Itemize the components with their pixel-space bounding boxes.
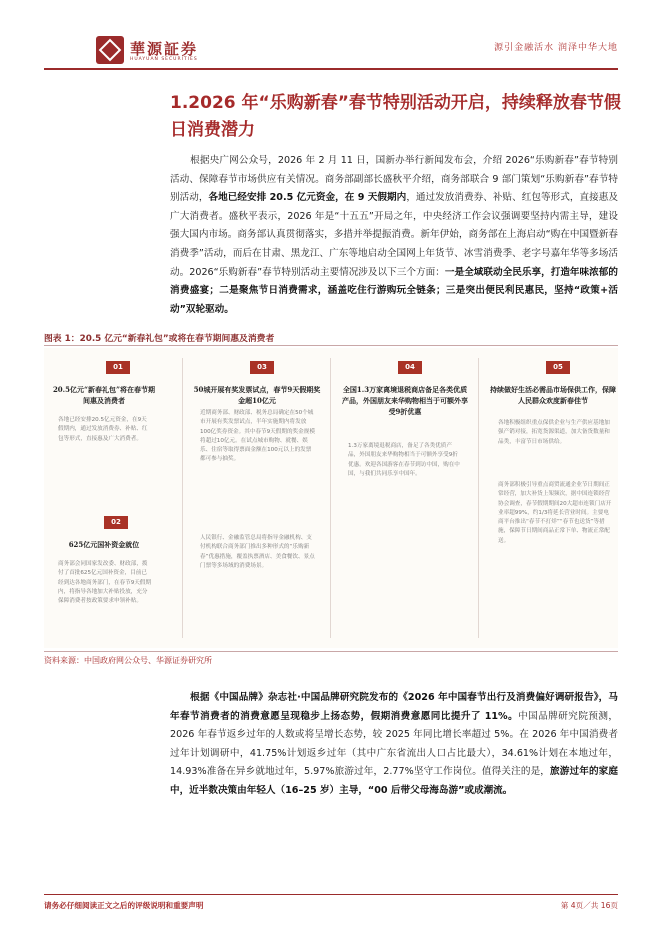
column-2-text: 商务部会同国家发改委、财政部，拨付了首批625亿元国补资金，目前已经到达各地商务部门，在春节9天假期内，将指导各地加大补贴投放，充分保障消费者按政策要求申领补贴。 xyxy=(58,561,152,605)
footer-disclaimer: 请务必仔细阅读正文之后的评级说明和重要声明 xyxy=(44,901,204,910)
badge-01: 01 xyxy=(106,361,130,374)
column-5-text-a: 各地积极组织重点保供企业与生产供应基地加强产销对接，拓宽货源渠道，加大备货数量和品类，丰富节日市场供给。 xyxy=(498,420,610,445)
p2-bold-1: 根据《中国品牌》杂志社·中国品牌研究院发布的《2026 年中国春节出行及消费偏好调研报告》，马年春节消费者的消费意愿呈现稳步上扬态势，假期消费意愿同比提升了 11%。 xyxy=(170,692,618,722)
column-1-text: 各地已经安排20.5亿元资金，在9天假期内，通过发放消费券、补贴、红包等形式，直接惠及广大消费者。 xyxy=(58,417,148,442)
figure-column-1 xyxy=(44,358,156,643)
column-divider xyxy=(182,358,183,638)
section-title: 1.2026 年“乐购新春”春节特别活动开启，持续释放春节假日消费潜力 xyxy=(170,93,621,140)
p1-bold-1: 各地已经安排 20.5 亿元资金，在 9 天假期内 xyxy=(208,192,407,204)
figure-column-4 xyxy=(340,358,470,643)
page-header xyxy=(0,0,662,70)
column-4-text: 1.3万家离境退税商店，备足了各类优质产品，外国朋友来华购物相当于可额外享受9折优惠。欢迎各国游客在春节到访中国，购在中国，与我们共同乐享中国年。 xyxy=(348,443,460,477)
column-divider xyxy=(330,358,331,638)
p2-text-1: 中国品牌研究院预测，2026 年春节返乡过年的人数或将呈增长态势，较 2025 年同比增长率超过 5%。在 2026 年中国消费者过年计划调研中，41.75%计划返乡过年（其中广东省流出人口占比最大），34.61%计划在本地过年，14.93%准备在异乡就地过年，5.97%旅游过年，2.77%坚守工作岗位。值得关注的是， xyxy=(170,710,619,778)
figure-infographic xyxy=(44,348,618,648)
column-1-title: 20.5亿元“新春礼包”将在春节期间惠及消费者 xyxy=(52,385,156,405)
p1-bold-2: 一是全域联动全民乐享，打造年味浓郁的消费盛宴；二是聚焦节日消费需求，涵盖吃住行游购玩全链条；三是突出便民利民惠民，坚持“政策+活动”双轮驱动。 xyxy=(170,266,619,315)
logo-icon xyxy=(96,36,124,64)
figure-title: 图表 1：20.5 亿元“新春礼包”或将在春节期间惠及消费者 xyxy=(44,334,275,344)
column-4-title: 全国1.3万家离境退税商店备足各类优质产品，外国朋友来华购物相当于可额外享受9折优惠 xyxy=(342,385,468,416)
figure-bottom-rule xyxy=(44,651,618,652)
header-slogan: 源引金融活水 润泽中华大地 xyxy=(494,43,618,53)
column-5-text-b: 商务部积极引导重点商贸流通企业节日期间正常经营，加大补货上架频次，据中国连锁经营协会调查，春节假期期间20大超市连锁门店开业率超99%，约1/3将延长营业时间。主要电商平台推出“春节不打烊”“春节也送货”等措施，保障节日期间商品正常下单、物流正常配送。 xyxy=(498,482,612,544)
logo-text: 華源証券 xyxy=(130,40,199,58)
header-divider xyxy=(44,68,618,70)
figure-source: 资料来源：中国政府网公众号、华源证券研究所 xyxy=(44,656,212,665)
column-3-title: 50城开展有奖发票试点，春节9天假期奖金超10亿元 xyxy=(193,385,321,405)
column-3-text-a: 近期商务部、财政部、税务总局确定在50个城市开展有奖发票试点，半年实施期内将发放100亿奖券资金。其中春节9天假期的奖金规模将超过10亿元。在试点城市购物、就餐、娱乐、住宿等取得票面金额在100元以上的发票都可参与抽奖。 xyxy=(200,410,315,463)
column-3-text-b: 人民银行、金融监管总局将指导金融机构、支付机构联合商务部门推出多种形式的“乐购新春”优惠措施，覆盖执票酒店、美食餐饮、景点门票等多场域的消费场景。 xyxy=(200,535,315,569)
badge-02: 02 xyxy=(104,516,128,529)
column-divider xyxy=(478,358,479,638)
p1-text-2: ，通过发放消费券、补贴、红包等形式，直接惠及广大消费者。盛秋平表示，2026 年是“十五五”开局之年，中央经济工作会议强调要坚持内需主导，建设强大国内市场。商务部认真贯彻落实，多措并举提振消费。新年伊始，商务部在上海启动“购在中国暨新春消费季”活动，而后在甘肃、黑龙江、广东等地启动全国网上年货节、冰雪消费季、老字号嘉年华等多场活动。2026“乐购新春”春节特别活动主要情况涉及以下三个方面： xyxy=(170,192,619,278)
logo-subtext: HUAYUAN SECURITIES xyxy=(130,57,198,62)
p1-text-1: 根据央广网公众号，2026 年 2 月 11 日，国新办举行新闻发布会，介绍 2026“乐购新春”春节特别活动、保障春节市场供应有关情况。商务部副部长盛秋平介绍，商务部联合 9 部门策划“乐购新春”春节特别活动， xyxy=(170,155,618,204)
page-number: 第 4页／共 16页 xyxy=(560,901,618,910)
footer-divider xyxy=(44,894,618,895)
p2-bold-2: 旅游过年的家庭中，近半数决策由年轻人（16–25 岁）主导，“00 后带父母海岛游”或成潮流。 xyxy=(170,766,618,796)
figure-top-rule xyxy=(44,345,618,346)
body-paragraph-1 xyxy=(170,152,618,319)
body-paragraph-2 xyxy=(170,689,618,801)
badge-03: 03 xyxy=(250,361,274,374)
badge-05: 05 xyxy=(546,361,570,374)
figure-column-5 xyxy=(488,358,618,643)
badge-04: 04 xyxy=(398,361,422,374)
column-2-title: 625亿元国补资金就位 xyxy=(68,540,140,549)
figure-column-3 xyxy=(192,358,322,643)
column-5-title: 持续做好生活必需品市场保供工作，保障人民群众欢度新春佳节 xyxy=(490,385,616,405)
